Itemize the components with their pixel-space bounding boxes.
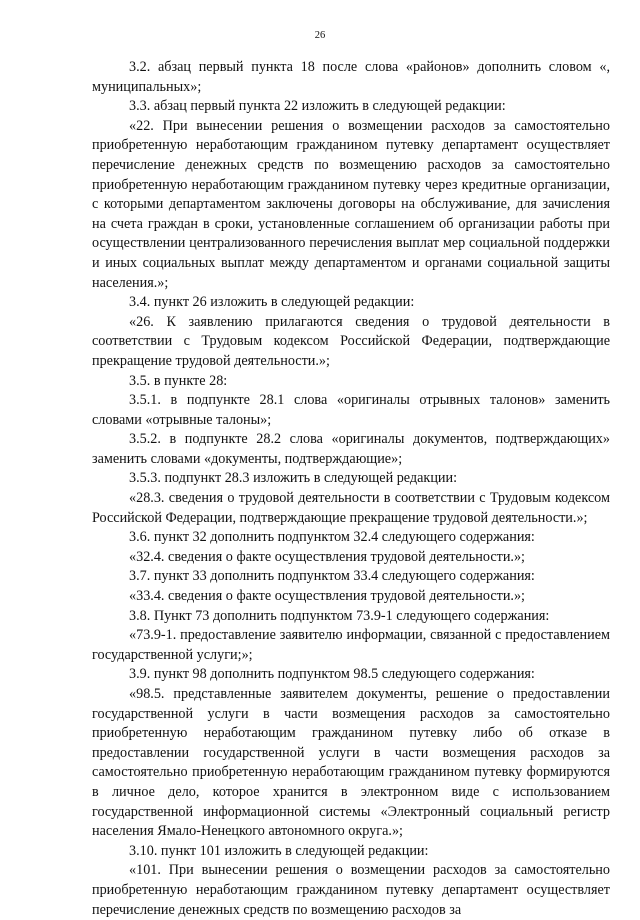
paragraph-item-28-3: «28.3. сведения о трудовой деятельности в соответствии с Трудовым кодексом Российской Федерации, подтверждающие прекращение трудовой деятельности.»; <box>92 490 610 526</box>
paragraph-item-73-9-1: «73.9-1. предоставление заявителю информации, связанной с предоставлением государственной услуги;»; <box>92 627 610 663</box>
document-body <box>92 58 610 920</box>
paragraph-3-8: 3.8. Пункт 73 дополнить подпунктом 73.9-1 следующего содержания: <box>129 607 550 624</box>
paragraph-3-5-3: 3.5.3. подпункт 28.3 изложить в следующей редакции: <box>129 470 458 487</box>
paragraph-3-10: 3.10. пункт 101 изложить в следующей редакции: <box>129 842 429 859</box>
paragraph-item-101: «101. При вынесении решения о возмещении расходов за самостоятельно приобретенную неработающим гражданином путевку департамент осуществляет перечисление денежных средств по возмещению расходов за <box>92 862 610 918</box>
paragraph-3-2: 3.2. абзац первый пункта 18 после слова «районов» дополнить словом «, муниципальных»; <box>92 59 610 95</box>
paragraph-3-4: 3.4. пункт 26 изложить в следующей редакции: <box>129 294 415 311</box>
paragraph-3-5-1: 3.5.1. в подпункте 28.1 слова «оригиналы отрывных талонов» заменить словами «отрывные талоны»; <box>92 392 610 428</box>
paragraph-item-33-4: «33.4. сведения о факте осуществления трудовой деятельности.»; <box>129 588 525 605</box>
paragraph-item-32-4: «32.4. сведения о факте осуществления трудовой деятельности.»; <box>129 548 525 565</box>
paragraph-3-5: 3.5. в пункте 28: <box>129 372 228 389</box>
paragraph-3-3: 3.3. абзац первый пункта 22 изложить в следующей редакции: <box>129 98 506 115</box>
paragraph-3-5-2: 3.5.2. в подпункте 28.2 слова «оригиналы документов, подтверждающих» заменить словами «документы, подтверждающие»; <box>92 431 610 467</box>
paragraph-item-26: «26. К заявлению прилагаются сведения о трудовой деятельности в соответствии с Трудовым кодексом Российской Федерации, подтверждающие прекращение трудовой деятельности.»; <box>92 313 610 369</box>
paragraph-3-9: 3.9. пункт 98 дополнить подпунктом 98.5 следующего содержания: <box>129 666 535 683</box>
paragraph-item-22: «22. При вынесении решения о возмещении расходов за самостоятельно приобретенную неработающим гражданином путевку департамент осуществляет перечисление денежных средств по возмещению расходов за самостоятельно приобретенную неработающим гражданином путевку через кредитные организации, с которыми департаментом заключены договоры на обслуживание, для зачисления на счета граждан в сроки, установленные соглашением об организации работы при осуществлении централизованного перечисления выплат мер социальной поддержки и иных социальных выплат между департаментом и органами социальной защиты населения.»; <box>92 117 610 291</box>
page-number: 26 <box>314 30 326 41</box>
paragraph-item-98-5: «98.5. представленные заявителем документы, решение о предоставлении государственной услуги в части возмещения расходов за самостоятельно приобретенную неработающим гражданином путевку либо об отказе в предоставлении государственной услуги в части возмещения расходов за самостоятельно приобретенную неработающим гражданином путевку формируются в личное дело, которое хранится в электронном виде с использованием государственной информационной системы «Электронный социальный регистр населения Ямало-Ненецкого автономного округа.»; <box>92 686 610 840</box>
paragraph-3-7: 3.7. пункт 33 дополнить подпунктом 33.4 следующего содержания: <box>129 568 535 585</box>
paragraph-3-6: 3.6. пункт 32 дополнить подпунктом 32.4 следующего содержания: <box>129 529 535 546</box>
